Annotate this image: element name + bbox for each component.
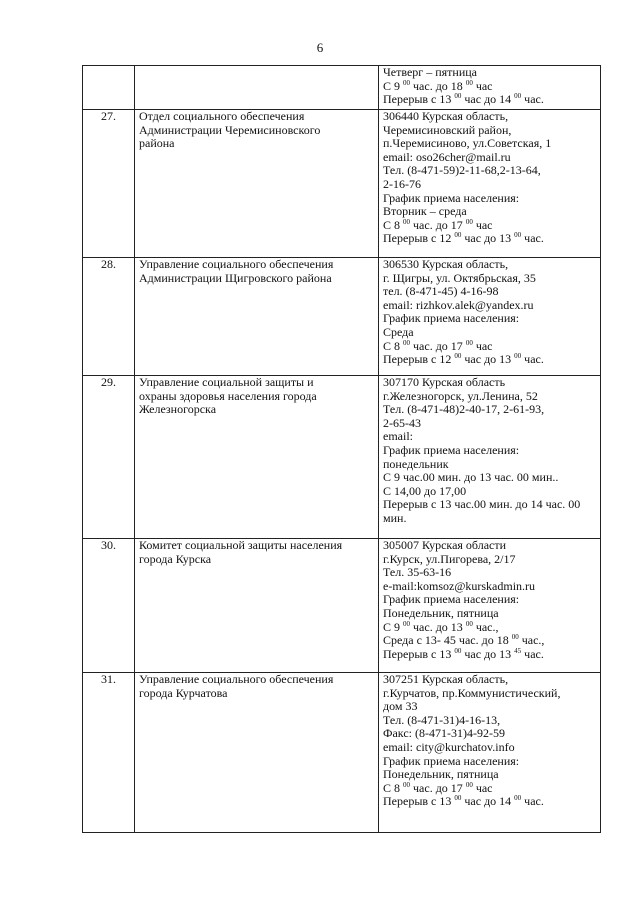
text-line: г.Курчатов, пр.Коммунистический,: [383, 685, 561, 700]
row-number: 28.: [83, 258, 135, 376]
text-line: С 9 час.00 мин. до 13 час. 00 мин..: [383, 470, 559, 485]
number-cell: [83, 66, 135, 110]
text-line: 306440 Курская область,: [383, 109, 509, 123]
text-line: С 9 $^{00}$ час. до 18 $^{00}$ час: [383, 78, 493, 93]
text-line: Перерыв с 12 $^{00}$ час до 13 $^{00}$ час.: [383, 231, 544, 246]
text-line: email: rizhkov.alek@yandex.ru: [383, 297, 534, 312]
text-line: С 8 $^{00}$ час. до 17 $^{00}$ час: [383, 217, 493, 232]
text-line: График приема населения:: [383, 442, 520, 457]
organization-name: [135, 376, 379, 539]
text-line: 305007 Курская области: [383, 538, 507, 552]
text-line: Управление социального обеспечения: [139, 672, 334, 686]
page-number: 6: [316, 40, 324, 55]
text-line: тел. (8-471-45) 4-16-98: [383, 284, 499, 299]
text-line: График приема населения:: [383, 311, 520, 326]
text-line: С 8 $^{00}$ час. до 17 $^{00}$ час: [383, 780, 493, 795]
organization-name: [135, 539, 379, 673]
text-line: 2-65-43: [383, 415, 421, 430]
row-number: 29.: [83, 376, 135, 539]
text-line: График приема населения:: [383, 592, 520, 607]
table-row: [83, 673, 601, 833]
text-line: График приема населения:: [383, 753, 520, 768]
text-line: г.Железногорск, ул.Ленина, 52: [383, 388, 538, 403]
text-line: С 8 $^{00}$ час. до 17 $^{00}$ час: [383, 338, 493, 353]
text-line: Среда с 13- 45 час. до 18 $^{00}$ час.,: [383, 633, 545, 648]
text-line: Перерыв с 13 $^{00}$ час до 14 $^{00}$ час.: [383, 92, 544, 107]
text-line: Управление социального обеспечения: [139, 257, 334, 271]
text-line: охраны здоровья населения города: [139, 388, 317, 403]
text-line: Тел. (8-471-31)4-16-13,: [383, 712, 501, 727]
text-line: города Курска: [139, 551, 212, 566]
text-line: Отдел социального обеспечения: [139, 109, 305, 123]
text-line: 307170 Курская область: [383, 375, 506, 389]
text-line: Управление социальной защиты и: [139, 375, 314, 389]
contact-info-cell: [379, 66, 601, 110]
table-row: [83, 539, 601, 673]
text-line: Четверг – пятница: [383, 65, 477, 79]
row-number: 31.: [83, 673, 135, 833]
contact-info: [379, 376, 601, 539]
contact-info: [379, 673, 601, 833]
text-line: Факс: (8-471-31)4-92-59: [383, 726, 505, 741]
text-line: п.Черемисиново, ул.Советская, 1: [383, 136, 552, 151]
text-line: города Курчатова: [139, 685, 228, 700]
text-line: понедельник: [383, 456, 449, 471]
text-line: С 9 $^{00}$ час. до 13 $^{00}$ час.,: [383, 619, 499, 634]
text-line: Тел. 35-63-16: [383, 565, 452, 580]
text-line: г. Щигры, ул. Октябрьская, 35: [383, 270, 536, 285]
text-line: Перерыв с 12 $^{00}$ час до 13 $^{00}$ час.: [383, 352, 544, 367]
text-line: Тел. (8-471-48)2-40-17, 2-61-93,: [383, 402, 545, 417]
text-line: Понедельник, пятница: [383, 767, 499, 782]
text-line: мин.: [383, 510, 407, 525]
text-line: Перерыв с 13 $^{00}$ час до 13 $^{45}$ час.: [383, 646, 544, 661]
registry-table-body: [83, 66, 601, 833]
registry-table: [82, 65, 601, 833]
row-number: 30.: [83, 539, 135, 673]
table-row: [83, 376, 601, 539]
contact-info: [379, 539, 601, 673]
text-line: Среда: [383, 324, 414, 339]
text-line: г.Курск, ул.Пигорева, 2/17: [383, 551, 516, 566]
table-row-continuation: [83, 66, 601, 110]
contact-info: [379, 258, 601, 376]
text-line: Администрации Черемисиновского: [139, 122, 321, 137]
text-line: email: oso26cher@mail.ru: [383, 149, 511, 164]
table-row: [83, 258, 601, 376]
organization-name: [135, 673, 379, 833]
text-line: Администрации Щигровского района: [139, 270, 332, 285]
text-line: Черемисиновский район,: [383, 122, 512, 137]
organization-cell: [135, 66, 379, 110]
text-line: С 14,00 до 17,00: [383, 483, 467, 498]
table-row: [83, 110, 601, 258]
text-line: дом 33: [383, 699, 418, 714]
row-number: 27.: [83, 110, 135, 258]
contact-info: [379, 110, 601, 258]
text-line: района: [139, 136, 175, 151]
text-line: 2-16-76: [383, 176, 421, 191]
text-line: Перерыв с 13 $^{00}$ час до 14 $^{00}$ час.: [383, 794, 544, 809]
text-line: 306530 Курская область,: [383, 257, 509, 271]
text-line: Перерыв с 13 час.00 мин. до 14 час. 00: [383, 497, 581, 512]
text-line: e-mail:komsoz@kurskadmin.ru: [383, 578, 536, 593]
text-line: Вторник – среда: [383, 204, 467, 219]
text-line: Железногорска: [139, 402, 217, 417]
text-line: Тел. (8-471-59)2-11-68,2-13-64,: [383, 163, 541, 178]
text-line: Понедельник, пятница: [383, 605, 499, 620]
text-line: email: city@kurchatov.info: [383, 739, 515, 754]
text-line: График приема населения:: [383, 190, 520, 205]
text-line: Комитет социальной защиты населения: [139, 538, 343, 552]
organization-name: [135, 258, 379, 376]
text-line: email:: [383, 429, 413, 444]
organization-name: [135, 110, 379, 258]
text-line: 307251 Курская область,: [383, 672, 509, 686]
